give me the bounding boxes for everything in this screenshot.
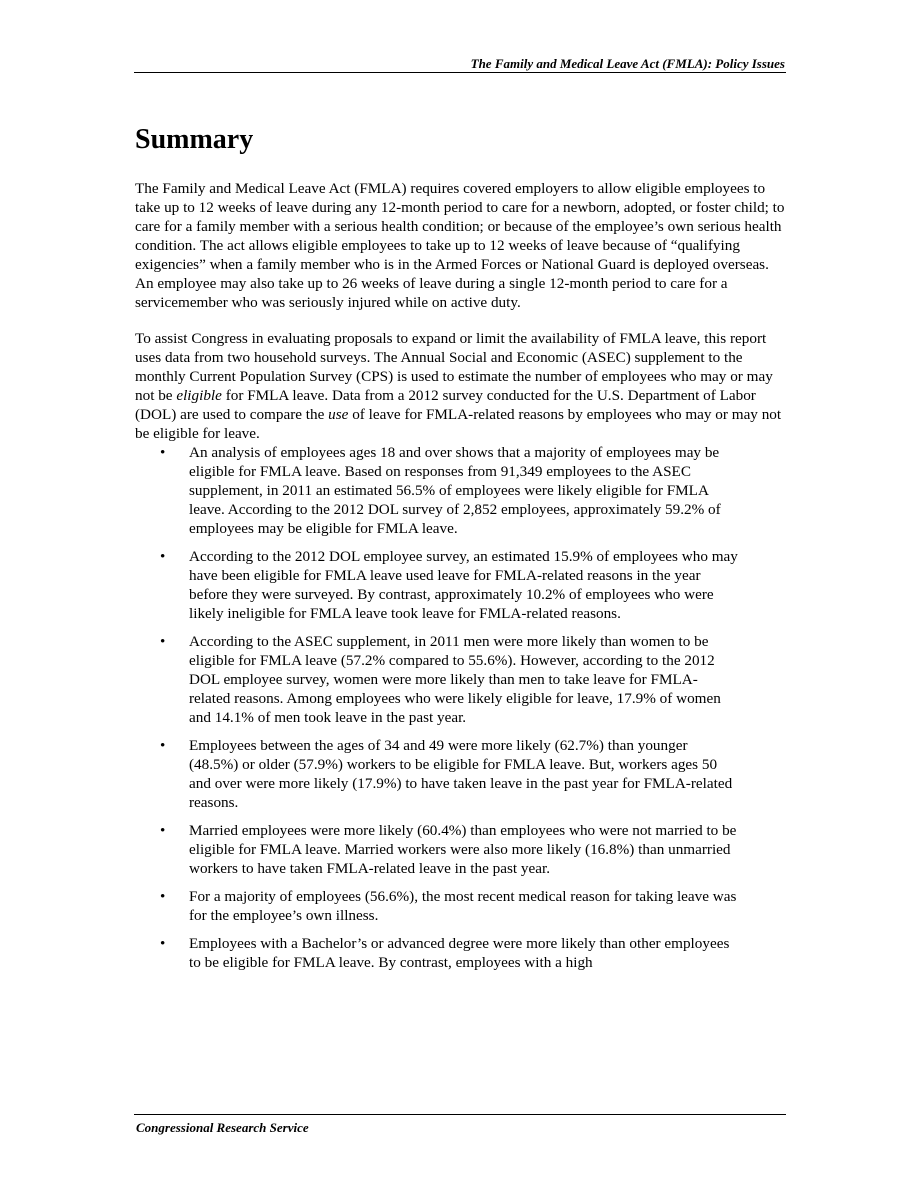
- bullet-icon: •: [160, 444, 166, 461]
- list-item-text: According to the 2012 DOL employee survey, an estimated 15.9% of employees who may have been eligible for FMLA leave used leave for FMLA-related reasons in the year before they were surveyed. By contrast, approximately 10.2% of employees who were likely ineligible for FMLA leave took leave for FMLA-related reasons.: [189, 548, 738, 622]
- list-item: [135, 887, 739, 925]
- bullet-icon: •: [160, 737, 166, 754]
- bullet-icon: •: [160, 633, 166, 650]
- header-divider: [134, 72, 786, 73]
- paragraph-2-text-b: for FMLA leave. Data from a 2012 survey conducted for the U.S. Department of Labor (DOL) are used to compare the: [135, 387, 756, 423]
- list-item: [135, 736, 739, 812]
- list-item-text: Employees with a Bachelor’s or advanced degree were more likely than other employees to be eligible for FMLA leave. By contrast, employees with a high: [189, 935, 730, 971]
- list-item-text: According to the ASEC supplement, in 2011 men were more likely than women to be eligible for FMLA leave (57.2% compared to 55.6%). However, according to the 2012 DOL employee survey, women were more likely than men to take leave for FMLA-related reasons. Among employees who were likely eligible for leave, 17.9% of women and 14.1% of men took leave in the past year.: [189, 633, 721, 726]
- bullet-icon: •: [160, 548, 166, 565]
- list-item: [135, 632, 739, 727]
- bullet-icon: •: [160, 822, 166, 839]
- emphasis-use: use: [328, 406, 349, 423]
- list-item: [135, 821, 739, 878]
- section-heading: Summary: [135, 124, 254, 155]
- list-item-text: An analysis of employees ages 18 and over shows that a majority of employees may be eligible for FMLA leave. Based on responses from 91,349 employees to the ASEC supplement, in 2011 an estimated 56.5% of employees were likely eligible for FMLA leave. According to the 2012 DOL survey of 2,852 employees, approximately 59.2% of employees may be eligible for FMLA leave.: [189, 444, 721, 537]
- footer-publisher: Congressional Research Service: [136, 1120, 309, 1135]
- bullet-icon: •: [160, 888, 166, 905]
- page-body: [135, 122, 787, 981]
- paragraph-2-text-c: of leave for FMLA-related reasons by employees who may or may not be eligible for leave.: [135, 406, 782, 442]
- list-item: [135, 443, 739, 538]
- list-item: [135, 547, 739, 623]
- list-item: [135, 934, 739, 972]
- summary-paragraph-2: [135, 329, 787, 443]
- findings-list: [135, 443, 787, 972]
- list-item-text: Married employees were more likely (60.4%) than employees who were not married to be eligible for FMLA leave. Married workers were also more likely (16.8%) than unmarried workers to have taken FMLA-related leave in the past year.: [189, 822, 737, 877]
- bullet-icon: •: [160, 935, 166, 952]
- emphasis-eligible: eligible: [176, 387, 222, 404]
- summary-paragraph-1: The Family and Medical Leave Act (FMLA) requires covered employers to allow eligible employees to take up to 12 weeks of leave during any 12-month period to care for a newborn, adopted, or foster child; to care for a family member with a serious health condition; or because of the employee’s own serious health condition. The act allows eligible employees to take up to 12 weeks of leave because of “qualifying exigencies” when a family member who is in the Armed Forces or National Guard is deployed overseas. An employee may also take up to 26 weeks of leave during a single 12-month period to care for a servicemember who was seriously injured while on active duty.: [135, 180, 785, 311]
- list-item-text: Employees between the ages of 34 and 49 were more likely (62.7%) than younger (48.5%) or older (57.9%) workers to be eligible for FMLA leave. But, workers ages 50 and over were more likely (17.9%) to have taken leave in the past year for FMLA-related reasons.: [189, 737, 733, 811]
- footer-divider: [134, 1114, 786, 1115]
- paragraph-2-text-a: To assist Congress in evaluating proposals to expand or limit the availability of FMLA leave, this report uses data from two household surveys. The Annual Social and Economic (ASEC) supplement to the monthly Current Population Survey (CPS) is used to estimate the number of employees who may or may not be: [135, 330, 773, 404]
- running-header-title: The Family and Medical Leave Act (FMLA): Policy Issues: [470, 56, 785, 71]
- list-item-text: For a majority of employees (56.6%), the most recent medical reason for taking leave was for the employee’s own illness.: [189, 888, 737, 924]
